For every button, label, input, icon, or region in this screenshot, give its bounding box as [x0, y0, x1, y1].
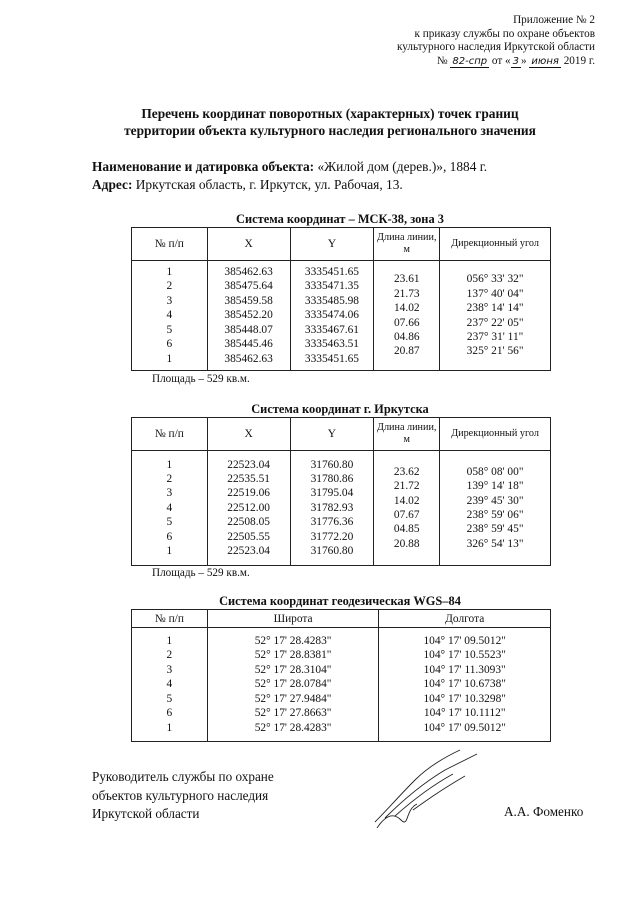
order-year: 2019 г.	[563, 54, 595, 67]
handwritten-signature	[365, 740, 485, 840]
table2-area: Площадь – 529 кв.м.	[152, 567, 250, 579]
table-cell: 104° 17' 09.5012"	[423, 721, 506, 734]
title-line-1: Перечень координат поворотных (характерных) точек границ	[141, 106, 519, 121]
table-cell: 6	[166, 707, 173, 720]
table3-body-row	[132, 628, 551, 742]
table1-num-cell	[132, 261, 208, 371]
table-cell: 07.67	[393, 509, 420, 521]
table-cell: 31760.80	[310, 545, 354, 558]
object-address-label: Адрес:	[92, 177, 133, 192]
table-cell: 23.61	[393, 273, 420, 286]
table-cell: 20.88	[393, 537, 420, 550]
table-cell: 3335463.51	[304, 338, 359, 351]
table-cell: 058° 08' 00"	[466, 465, 524, 478]
object-info	[92, 158, 612, 194]
table1-msk38	[131, 227, 551, 371]
table-cell: 056° 33' 32"	[466, 273, 524, 286]
order-number-line: № 82-спр от « 3 » июня 2019 г.	[436, 54, 595, 67]
table-cell: 31772.20	[310, 530, 354, 543]
table2-irkutsk	[131, 417, 551, 566]
table-cell: 5	[166, 516, 173, 529]
table2-y-cell	[290, 451, 374, 566]
table-cell: 237° 31' 11"	[466, 330, 524, 343]
table-cell: 1	[166, 635, 173, 648]
table1-angle-cell	[440, 261, 551, 371]
table-cell: 2	[166, 472, 173, 485]
table-cell: 5	[166, 323, 173, 336]
signatory-block	[92, 768, 274, 824]
table-cell: 3335467.61	[304, 323, 359, 336]
table-cell: 104° 17' 09.5012"	[423, 635, 506, 648]
col-y-header: Y	[290, 228, 374, 261]
table2-angle-cell	[440, 451, 551, 566]
object-name-row	[92, 158, 612, 176]
table3-num-cell	[132, 628, 208, 742]
table-cell: 104° 17' 10.6738"	[423, 678, 506, 691]
table-cell: 3335485.98	[304, 294, 359, 307]
table-cell: 104° 17' 10.1112"	[423, 707, 506, 720]
col-lat-header: Широта	[207, 610, 379, 628]
table-cell: 14.02	[393, 302, 420, 315]
table-cell: 385462.63	[224, 266, 273, 279]
table2-x-cell	[207, 451, 290, 566]
table-cell: 31776.36	[310, 516, 354, 529]
signer-name: А.А. Фоменко	[504, 804, 584, 819]
table2-title: Система координат г. Иркутска	[251, 402, 429, 416]
col-length-header: Длина линии, м	[374, 418, 440, 451]
appendix-line-3: культурного наследия Иркутской области	[397, 41, 595, 54]
title-line-2: территории объекта культурного наследия регионального значения	[124, 122, 536, 138]
table-cell: 6	[166, 530, 173, 543]
table-cell: 21.73	[393, 287, 420, 300]
table-cell: 3	[166, 487, 173, 500]
table1-body-row	[132, 261, 551, 371]
table2-header-row	[132, 418, 551, 451]
table-cell: 52° 17' 28.3104"	[254, 663, 332, 676]
object-address-row	[92, 176, 612, 194]
table-cell: 4	[166, 678, 173, 691]
table-cell: 21.72	[393, 480, 420, 493]
table-cell: 6	[166, 338, 173, 351]
table3-lat-cell	[207, 628, 379, 742]
table-cell: 52° 17' 28.4283"	[254, 635, 332, 648]
table-cell: 22523.04	[227, 545, 270, 558]
table-cell: 52° 17' 27.8663"	[254, 707, 332, 720]
table-cell: 237° 22' 05"	[466, 316, 524, 329]
table-cell: 23.62	[393, 465, 420, 478]
table-cell: 3335474.06	[304, 309, 359, 322]
table-cell: 2	[166, 280, 173, 293]
table-cell: 385462.63	[224, 352, 273, 365]
table-cell: 2	[166, 649, 173, 662]
signatory-line-3: Иркутской области	[92, 806, 200, 821]
table2-length-cell	[374, 451, 440, 566]
table-cell: 4	[166, 501, 173, 514]
table-cell: 104° 17' 10.3298"	[423, 692, 506, 705]
order-month: июня	[531, 55, 559, 67]
table-cell: 31760.80	[310, 458, 354, 471]
table-cell: 31782.93	[310, 501, 354, 514]
table-cell: 22535.51	[227, 472, 270, 485]
table-cell: 22512.00	[227, 501, 270, 514]
table1-title: Система координат – МСК-38, зона 3	[236, 212, 444, 226]
table-cell: 52° 17' 28.4283"	[254, 721, 332, 734]
table3-wgs84	[131, 609, 551, 742]
table-cell: 325° 21' 56"	[466, 345, 524, 358]
appendix-header	[335, 14, 595, 68]
table-cell: 52° 17' 28.0784"	[254, 678, 332, 691]
table1-length-cell	[374, 261, 440, 371]
table1-area: Площадь – 529 кв.м.	[152, 373, 250, 385]
table3-lon-cell	[379, 628, 551, 742]
col-length-header: Длина линии, м	[374, 228, 440, 261]
order-no-label: №	[436, 54, 448, 67]
document-title	[60, 106, 600, 139]
table-cell: 22523.04	[227, 458, 270, 471]
table-cell: 137° 40' 04"	[466, 287, 524, 300]
table-cell: 3	[166, 663, 173, 676]
table1-x-cell	[207, 261, 290, 371]
table-cell: 52° 17' 27.9484"	[254, 692, 332, 705]
table-cell: 5	[166, 692, 173, 705]
table-cell: 14.02	[393, 494, 420, 507]
object-name-label: Наименование и датировка объекта:	[92, 159, 315, 174]
table-cell: 22505.55	[227, 530, 270, 543]
table-cell: 104° 17' 11.3093"	[423, 663, 506, 676]
col-angle-header: Дирекционный угол	[440, 228, 551, 261]
table-cell: 52° 17' 28.8381"	[254, 649, 332, 662]
table-cell: 385459.58	[224, 294, 273, 307]
table3-title: Система координат геодезическая WGS–84	[219, 594, 461, 608]
table2-body-row	[132, 451, 551, 566]
col-x-header: X	[207, 418, 290, 451]
table-cell: 385452.20	[224, 309, 273, 322]
table-cell: 20.87	[393, 345, 420, 358]
col-lon-header: Долгота	[379, 610, 551, 628]
table-cell: 3335451.65	[304, 352, 359, 365]
table1-y-cell	[290, 261, 374, 371]
table-cell: 1	[166, 352, 173, 365]
table-cell: 3	[166, 294, 173, 307]
col-angle-header: Дирекционный угол	[440, 418, 551, 451]
table-cell: 385448.07	[224, 323, 273, 336]
table-cell: 07.66	[393, 316, 420, 329]
table3-header-row	[132, 610, 551, 628]
appendix-line-1: Приложение № 2	[513, 14, 595, 26]
col-num-header: № п/п	[132, 418, 208, 451]
object-address-value: Иркутская область, г. Иркутск, ул. Рабочая, 13.	[135, 177, 403, 192]
table-cell: 31795.04	[310, 487, 354, 500]
table-cell: 238° 59' 06"	[466, 509, 524, 521]
col-num-header: № п/п	[132, 228, 208, 261]
table-cell: 326° 54' 13"	[466, 537, 524, 550]
table-cell: 238° 59' 45"	[466, 523, 524, 536]
table-cell: 104° 17' 10.5523"	[423, 649, 506, 662]
table-cell: 22519.06	[227, 487, 270, 500]
appendix-line-2: к приказу службы по охране объектов	[414, 27, 595, 40]
table-cell: 139° 14' 18"	[466, 480, 524, 493]
order-number: 82-спр	[452, 55, 488, 67]
signatory-line-1: Руководитель службы по охране	[92, 769, 274, 784]
table2-num-cell	[132, 451, 208, 566]
object-name-value: «Жилой дом (дерев.)», 1884 г.	[317, 159, 488, 174]
order-date-from: от «	[491, 54, 511, 67]
signatory-line-2: объектов культурного наследия	[92, 787, 269, 803]
col-x-header: X	[207, 228, 290, 261]
order-day: 3	[512, 55, 520, 67]
table-cell: 239° 45' 30"	[466, 494, 524, 507]
table-cell: 4	[166, 309, 173, 322]
table-cell: 238° 14' 14"	[466, 302, 524, 315]
table-cell: 1	[166, 545, 173, 558]
table-cell: 1	[166, 266, 173, 279]
table-cell: 3335471.35	[304, 280, 359, 293]
table-cell: 1	[166, 721, 173, 734]
table-cell: 04.86	[393, 330, 420, 343]
col-y-header: Y	[290, 418, 374, 451]
table-cell: 22508.05	[227, 516, 270, 529]
table-cell: 1	[166, 458, 173, 471]
col-num-header: № п/п	[132, 610, 208, 628]
table-cell: 385475.64	[224, 280, 273, 293]
table-cell: 04.85	[393, 523, 420, 536]
table-cell: 31780.86	[310, 472, 354, 485]
table-cell: 385445.46	[224, 338, 273, 351]
table1-header-row	[132, 228, 551, 261]
table-cell: 3335451.65	[304, 266, 359, 279]
